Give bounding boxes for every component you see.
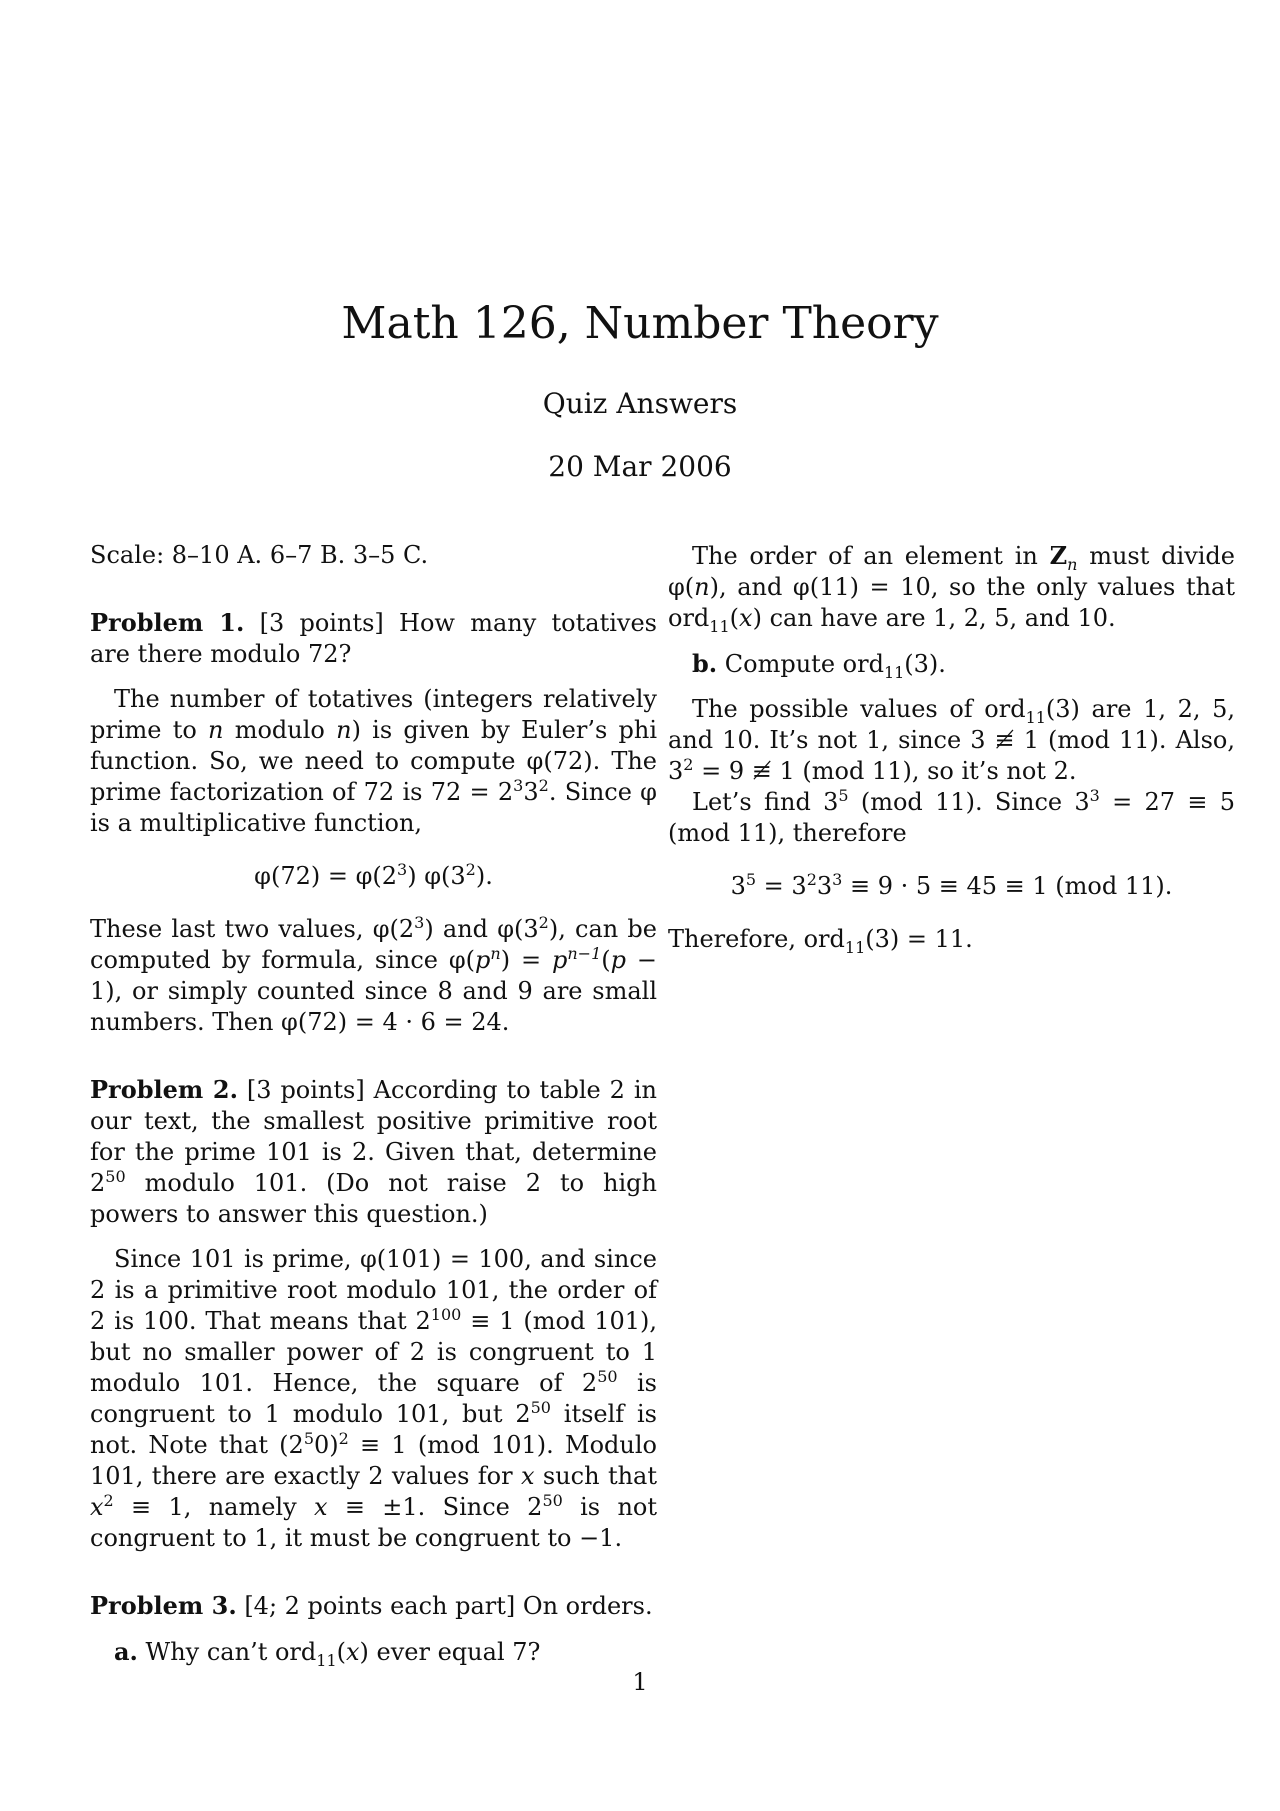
problem-2-label: Problem 2. bbox=[90, 1075, 238, 1104]
page-date: 20 Mar 2006 bbox=[548, 450, 732, 483]
problem-3-question: Problem 3. [4; 2 points each part] On orders. bbox=[90, 1591, 653, 1620]
problem-1-label: Problem 1. bbox=[90, 608, 245, 637]
problem-3b-conclusion: Therefore, ord$_{11}$(3) = 11. bbox=[668, 925, 973, 957]
page-number: 1 bbox=[632, 1668, 648, 1696]
grading-scale: Scale: 8–10 A. 6–7 B. 3–5 C. bbox=[90, 541, 429, 569]
problem-1-question: Problem 1. [3 points] How many totatives are there modulo 72? bbox=[90, 608, 657, 668]
right-column bbox=[668, 540, 1235, 955]
problem-3a-question: a. Why can’t ord$_{11}$(x) ever equal 7? bbox=[114, 1637, 541, 1670]
problem-3a-answer: The order of an element in $Z_n$ must divide φ(n), and φ(11) = 10, so the only values that ord$_{11}$(x) can have are 1, 2, 5, and 10. bbox=[668, 541, 1235, 636]
problem-3b-answer-para-1: The possible values of ord$_{11}$(3) are 1, 2, 5, and 10. It’s not 1, since 3 ≢ 1 (mod 11). Also, $3^2 = 9$ ≢ 1 (mod 11), so it’s not 2. bbox=[668, 695, 1235, 785]
page-title: Math 126, Number Theory bbox=[341, 298, 939, 349]
problem-3-label: Problem 3. bbox=[90, 1591, 237, 1620]
problem-3b-display-equation: $3^5 = 3^23^3 \equiv 9 \cdot 5 \equiv 45 \equiv 1$ (mod 11). bbox=[730, 870, 1173, 900]
problem-1-answer-para-1: The number of totatives (integers relatively prime to n modulo n) is given by Euler’s phi function. So, we need to compute φ(72). The prime factorization of 72 is $72 = 2^33^2$. Since φ is a multiplicative function, bbox=[90, 685, 657, 837]
problem-3b-answer-para-2: Let’s find $3^5$ (mod 11). Since $3^3 = 27 \equiv 5$ (mod 11), therefore bbox=[668, 786, 1235, 847]
problem-1-display-equation: $\varphi(72) = \varphi(2^3)$ $\varphi(3^2)$. bbox=[254, 860, 493, 890]
problem-3b-question: b. Compute ord$_{11}$(3). bbox=[692, 649, 946, 682]
problem-1-answer-para-2: These last two values, $\varphi(2^3)$ and $\varphi(3^2)$, can be computed by formula, since $\varphi(p^n) = p^{n-1}(p - 1)$, or simply counted since 8 and 9 are small numbers. Then φ(72) = 4 · 6 = 24. bbox=[90, 913, 657, 1036]
left-column bbox=[90, 540, 657, 1668]
problem-2-answer: Since 101 is prime, φ(101) = 100, and since 2 is a primitive root modulo 101, the order of 2 is 100. That means that $2^{100} \equiv 1$ (mod 101), but no smaller power of 2 is congruent to 1 modulo 101. Hence, the square of $2^{50}$ is congruent to 1 modulo 101, but $2^{50}$ itself is not. Note that $(2^50)^2 \equiv 1$ (mod 101). Modulo 101, there are exactly 2 values for x such that $x^2 \equiv 1$, namely x ≡ ±1. Since $2^{50}$ is not congruent to 1, it must be congruent to −1. bbox=[90, 1245, 658, 1552]
problem-2-question: Problem 2. [3 points] According to table 2 in our text, the smallest positive primitive root for the prime 101 is 2. Given that, determine $2^{50}$ modulo 101. (Do not raise 2 to high powers to answer this question.) bbox=[90, 1075, 657, 1228]
page-subtitle: Quiz Answers bbox=[542, 387, 738, 420]
